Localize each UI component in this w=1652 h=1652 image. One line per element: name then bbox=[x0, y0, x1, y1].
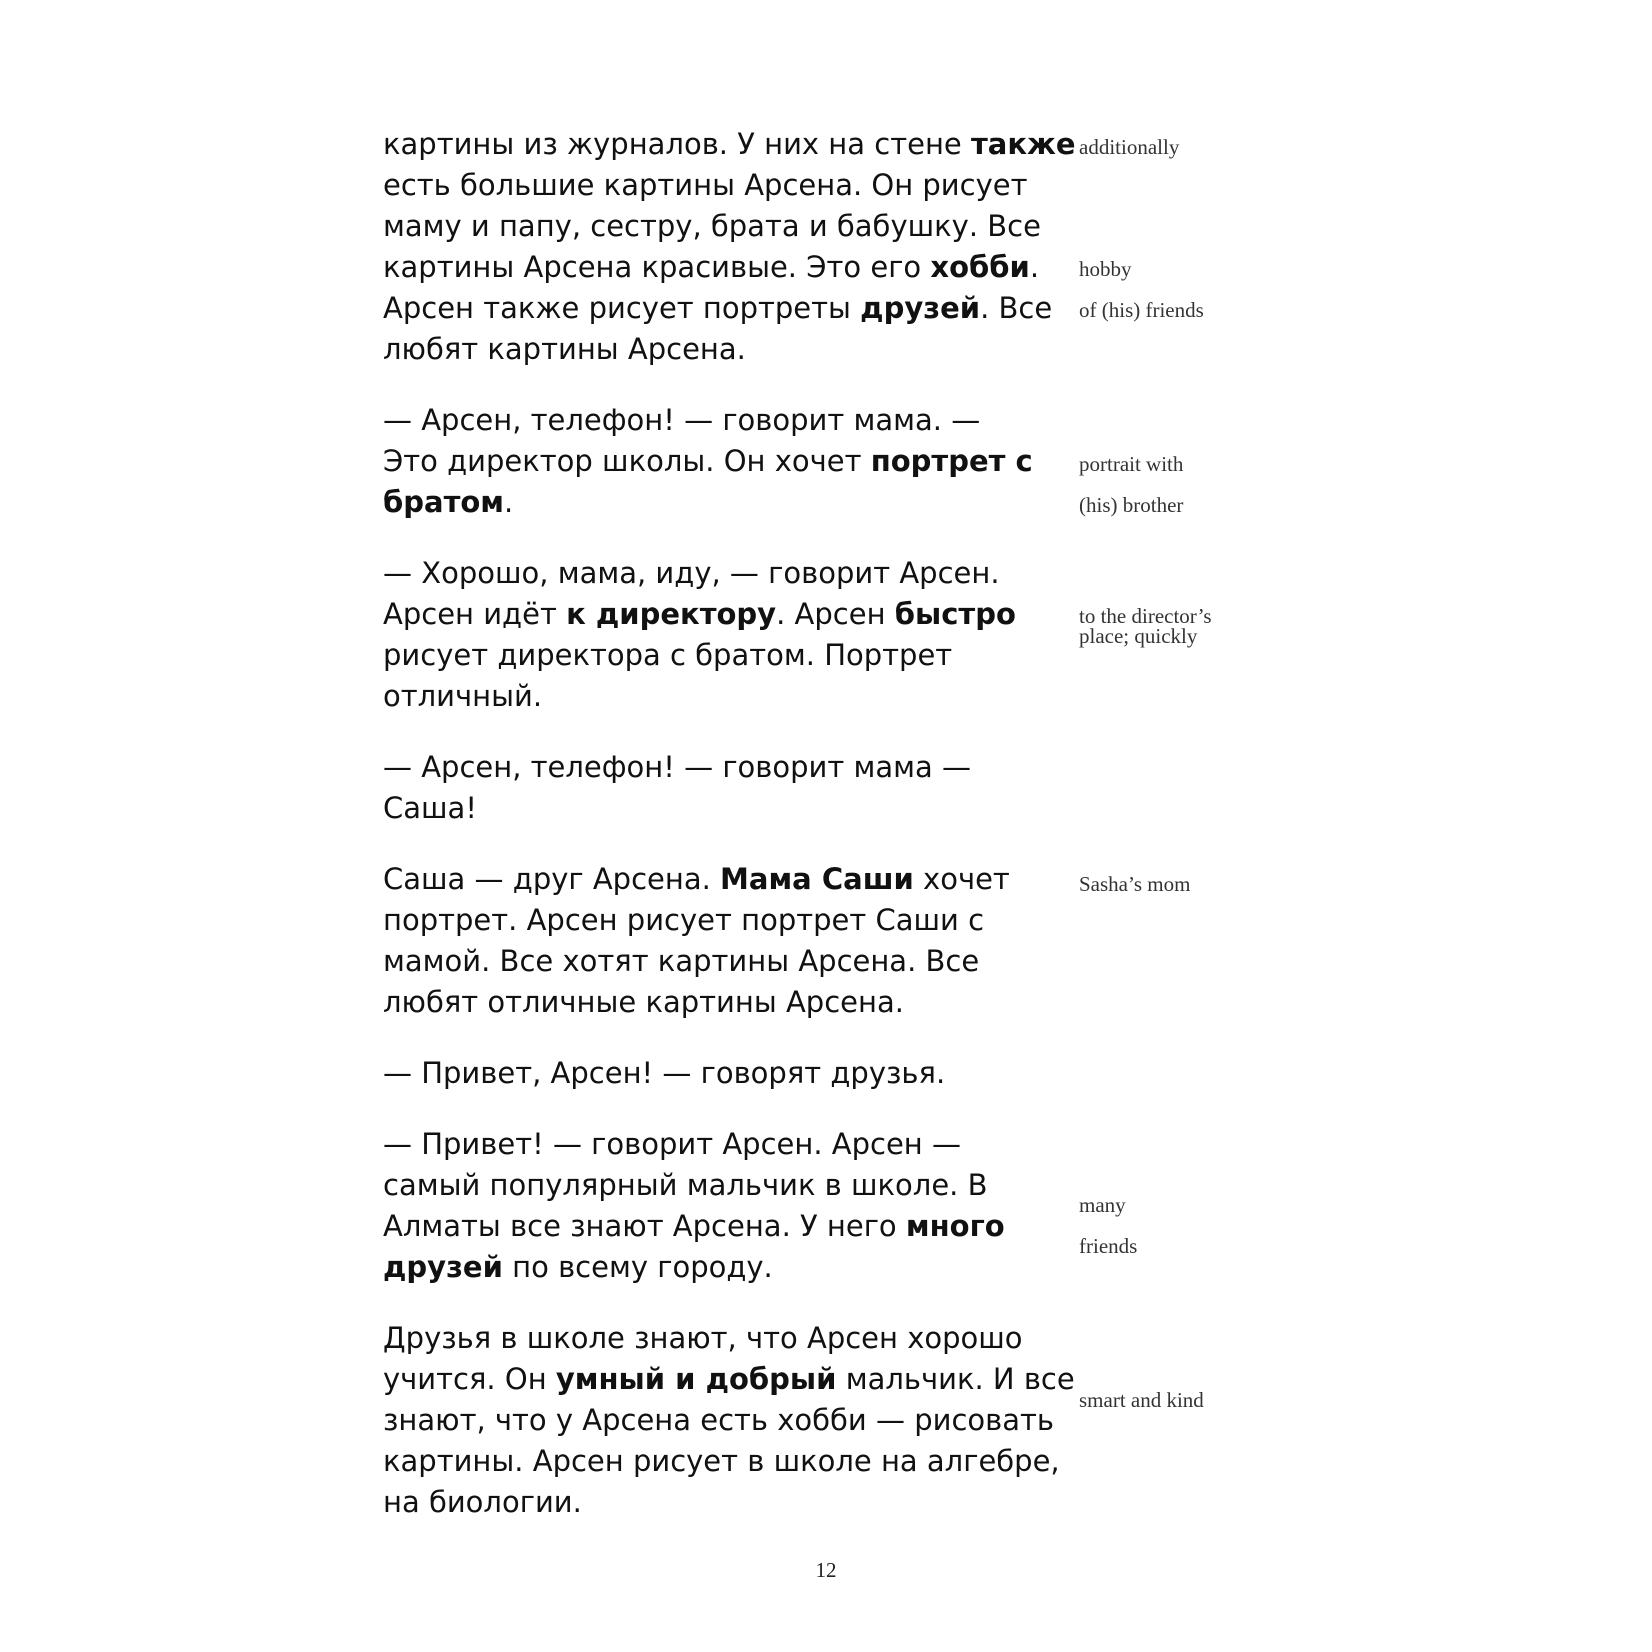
text-segment: самый популярный мальчик в школе. В bbox=[383, 1168, 988, 1202]
page-number: 12 bbox=[815, 1558, 837, 1582]
text-segment: есть большие картины Арсена. Он рисует bbox=[383, 168, 1028, 202]
glossary-entry: hobby bbox=[1079, 257, 1132, 281]
glossary-entry: additionally bbox=[1079, 135, 1180, 159]
text-segment: картины Арсена красивые. Это его bbox=[383, 250, 931, 284]
text-line bbox=[383, 941, 979, 981]
text-segment: . bbox=[1029, 250, 1040, 284]
glossed-word: к директору bbox=[566, 597, 777, 631]
text-segment: — Привет, Арсен! — говорят друзья. bbox=[383, 1056, 946, 1090]
text-segment: — Хорошо, мама, иду, — говорит Арсен. bbox=[383, 556, 1000, 590]
text-line bbox=[383, 1359, 1075, 1399]
glossary-entry: friends bbox=[1079, 1234, 1138, 1258]
text-segment: Алматы все знают Арсена. У него bbox=[383, 1209, 906, 1243]
glossary-entry: smart and kind bbox=[1079, 1388, 1204, 1412]
text-line bbox=[383, 482, 513, 522]
text-line bbox=[383, 206, 1041, 246]
text-line bbox=[383, 1247, 773, 1287]
glossary-entry: place; quickly bbox=[1079, 624, 1198, 648]
text-segment: любят картины Арсена. bbox=[383, 332, 746, 366]
glossary-entry: to the director’s bbox=[1079, 604, 1212, 628]
text-line bbox=[383, 594, 1016, 634]
text-line bbox=[383, 400, 980, 440]
text-line bbox=[383, 788, 477, 828]
text-segment: . Все bbox=[980, 291, 1053, 325]
glossary-entry: portrait with bbox=[1079, 452, 1184, 476]
text-segment: знают, что у Арсена есть хобби — рисовать bbox=[383, 1403, 1054, 1437]
text-line bbox=[383, 1124, 961, 1164]
text-line bbox=[383, 982, 904, 1022]
glossary-entry: Sasha’s mom bbox=[1079, 872, 1191, 896]
text-segment: Саша — друг Арсена. bbox=[383, 862, 721, 896]
text-segment: — Арсен, телефон! — говорит мама — bbox=[383, 750, 972, 784]
glossed-word: портрет с bbox=[870, 444, 1033, 478]
glossed-word: много bbox=[905, 1209, 1005, 1243]
glossary-entry: (his) brother bbox=[1079, 493, 1184, 517]
text-segment: учится. Он bbox=[383, 1362, 556, 1396]
text-line bbox=[383, 1053, 945, 1093]
text-segment: — Привет! — говорит Арсен. Арсен — bbox=[383, 1127, 961, 1161]
glossed-word: умный и добрый bbox=[555, 1362, 837, 1396]
text-line bbox=[383, 1441, 1060, 1481]
text-line bbox=[383, 635, 952, 675]
text-line bbox=[383, 859, 1010, 899]
text-segment: картины из журналов. У них на стене bbox=[383, 127, 971, 161]
text-line bbox=[383, 247, 1039, 287]
text-segment: по всему городу. bbox=[502, 1250, 773, 1284]
glossed-word: хобби bbox=[930, 250, 1030, 284]
text-line bbox=[383, 288, 1052, 328]
text-segment: Друзья в школе знают, что Арсен хорошо bbox=[383, 1321, 1023, 1355]
glossary-entry: many bbox=[1079, 1193, 1126, 1217]
text-segment: мальчик. И все bbox=[836, 1362, 1075, 1396]
text-line bbox=[383, 1165, 988, 1205]
text-segment: любят отличные картины Арсена. bbox=[383, 985, 904, 1019]
glossed-word: друзей bbox=[860, 291, 981, 325]
text-segment: . Арсен bbox=[776, 597, 895, 631]
text-line bbox=[383, 676, 542, 716]
text-segment: на биологии. bbox=[383, 1485, 582, 1519]
glossed-word: Мама Саши bbox=[720, 862, 914, 896]
text-line bbox=[383, 1400, 1054, 1440]
text-segment: хочет bbox=[913, 862, 1010, 896]
text-segment: Это директор школы. Он хочет bbox=[383, 444, 871, 478]
glossed-word: братом bbox=[383, 485, 505, 519]
text-line bbox=[383, 329, 746, 369]
text-line bbox=[383, 124, 1076, 164]
text-segment: Саша! bbox=[383, 791, 477, 825]
text-segment: мамой. Все хотят картины Арсена. Все bbox=[383, 944, 980, 978]
text-line bbox=[383, 900, 984, 940]
text-segment: маму и папу, сестру, брата и бабушку. Все bbox=[383, 209, 1041, 243]
text-line bbox=[383, 165, 1028, 205]
text-segment: рисует директора с братом. Портрет bbox=[383, 638, 953, 672]
glossed-word: также bbox=[970, 127, 1076, 161]
text-segment: . bbox=[504, 485, 514, 519]
text-segment: Арсен также рисует портреты bbox=[383, 291, 861, 325]
text-line bbox=[383, 553, 1000, 593]
text-segment: отличный. bbox=[383, 679, 543, 713]
text-line bbox=[383, 1206, 1005, 1246]
glossed-word: друзей bbox=[383, 1250, 503, 1284]
text-line bbox=[383, 441, 1033, 481]
glossed-word: быстро bbox=[894, 597, 1016, 631]
text-line bbox=[383, 1482, 582, 1522]
text-line bbox=[383, 1318, 1023, 1358]
text-segment: — Арсен, телефон! — говорит мама. — bbox=[383, 403, 981, 437]
text-segment: Арсен идёт bbox=[383, 597, 567, 631]
text-segment: портрет. Арсен рисует портрет Саши с bbox=[383, 903, 985, 937]
text-segment: картины. Арсен рисует в школе на алгебре, bbox=[383, 1444, 1060, 1478]
glossary-entry: of (his) friends bbox=[1079, 298, 1204, 322]
text-line bbox=[383, 747, 971, 787]
